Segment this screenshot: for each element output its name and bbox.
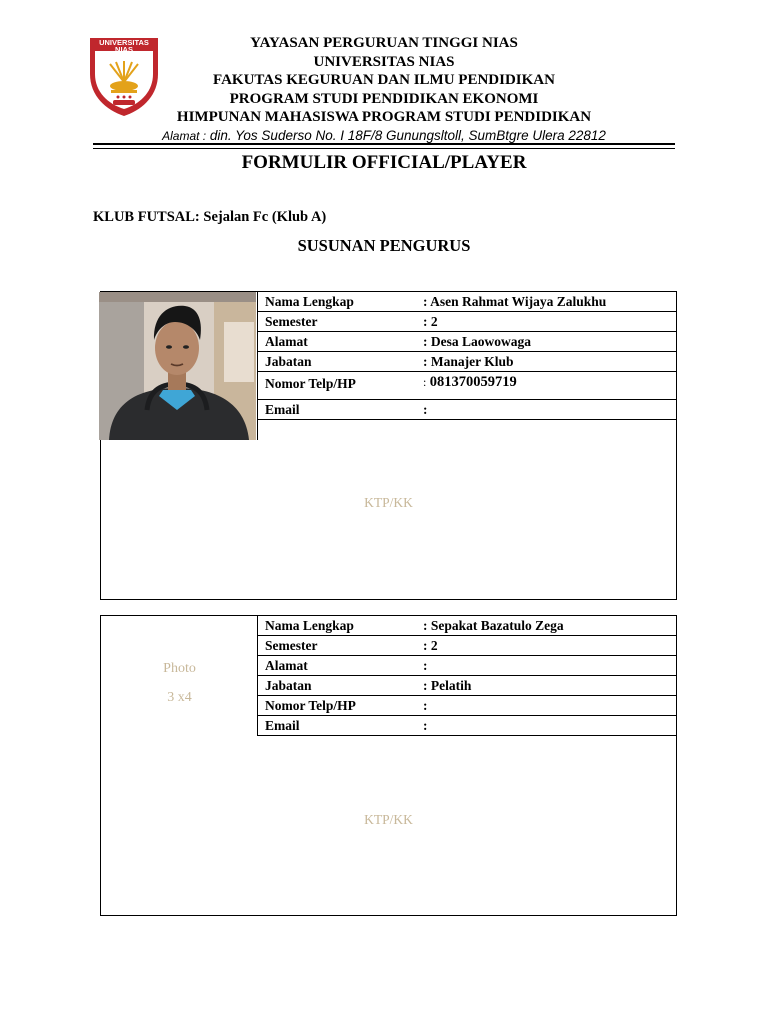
address-line	[150, 127, 618, 145]
field-colon: :	[423, 375, 427, 389]
foundation-name: YAYASAN PERGURUAN TINGGI NIAS	[250, 35, 518, 51]
field-value: : Manajer Klub	[423, 354, 514, 369]
field-label: Jabatan	[265, 678, 312, 693]
field-label: Alamat	[265, 658, 308, 673]
svg-text:UNIVERSITAS: UNIVERSITAS	[99, 38, 149, 47]
field-label: Email	[265, 718, 300, 733]
official-info-table	[258, 616, 677, 736]
field-label: Nama Lengkap	[265, 618, 354, 633]
field-label: Alamat	[265, 334, 308, 349]
field-value: :	[423, 718, 428, 733]
student-association: HIMPUNAN MAHASISWA PROGRAM STUDI PENDIDIKAN	[176, 109, 592, 125]
ktp-placeholder: KTP/KK	[364, 495, 413, 510]
field-row	[258, 616, 677, 636]
field-label: Nomor Telp/HP	[265, 376, 356, 391]
official-info-table	[258, 292, 677, 420]
field-value: : Pelatih	[423, 678, 472, 693]
field-value	[423, 372, 517, 392]
photo-size-label: 3 x4	[167, 690, 192, 705]
official-photo	[99, 292, 256, 440]
field-row	[258, 696, 677, 716]
field-row	[258, 372, 677, 400]
address-text: din. Yos Suderso No. I 18F/8 Gunungsltoll, SumBtgre Ulera 22812	[209, 127, 606, 143]
club-value: Sejalan Fc (Klub A)	[203, 209, 327, 225]
field-label: Nama Lengkap	[265, 294, 354, 309]
field-row	[258, 636, 677, 656]
field-value: : Desa Laowowaga	[423, 334, 531, 349]
club-line	[93, 208, 326, 226]
field-row	[258, 332, 677, 352]
club-label: KLUB FUTSAL:	[93, 209, 200, 225]
study-program: PROGRAM STUDI PENDIDIKAN EKONOMI	[229, 90, 539, 107]
faculty-name: FAKUTAS KEGURUAN DAN ILMU PENDIDIKAN	[213, 72, 555, 88]
field-value: :	[423, 658, 428, 673]
university-name: UNIVERSITAS NIAS	[313, 53, 455, 70]
photo-placeholder-label: Photo	[163, 661, 196, 676]
header-divider-thick	[93, 143, 675, 145]
letterhead	[150, 34, 618, 145]
phone-number: 081370059719	[429, 374, 517, 390]
svg-text:NIAS: NIAS	[115, 45, 133, 54]
official-card-2	[100, 615, 677, 916]
field-row	[258, 656, 677, 676]
section-title: SUSUNAN PENGURUS	[297, 236, 471, 255]
field-row	[258, 400, 677, 420]
photo-slot	[101, 616, 258, 736]
field-row	[258, 352, 677, 372]
field-value: : Sepakat Bazatulo Zega	[423, 618, 564, 633]
field-label: Semester	[265, 638, 318, 653]
field-row	[258, 716, 677, 736]
field-label: Email	[265, 402, 300, 417]
field-row	[258, 676, 677, 696]
form-title: FORMULIR OFFICIAL/PLAYER	[241, 152, 527, 173]
field-row	[258, 292, 677, 312]
field-value: : Asen Rahmat Wijaya Zalukhu	[423, 294, 607, 309]
field-label: Semester	[265, 314, 318, 329]
field-value: :	[423, 698, 428, 713]
field-value: : 2	[423, 314, 438, 329]
ktp-placeholder: KTP/KK	[364, 812, 413, 827]
field-value: :	[423, 402, 428, 417]
address-label: Alamat :	[162, 128, 207, 143]
field-value: : 2	[423, 638, 438, 653]
field-label: Jabatan	[265, 354, 312, 369]
field-label: Nomor Telp/HP	[265, 698, 356, 713]
field-row	[258, 312, 677, 332]
header-divider-thin	[93, 148, 675, 149]
